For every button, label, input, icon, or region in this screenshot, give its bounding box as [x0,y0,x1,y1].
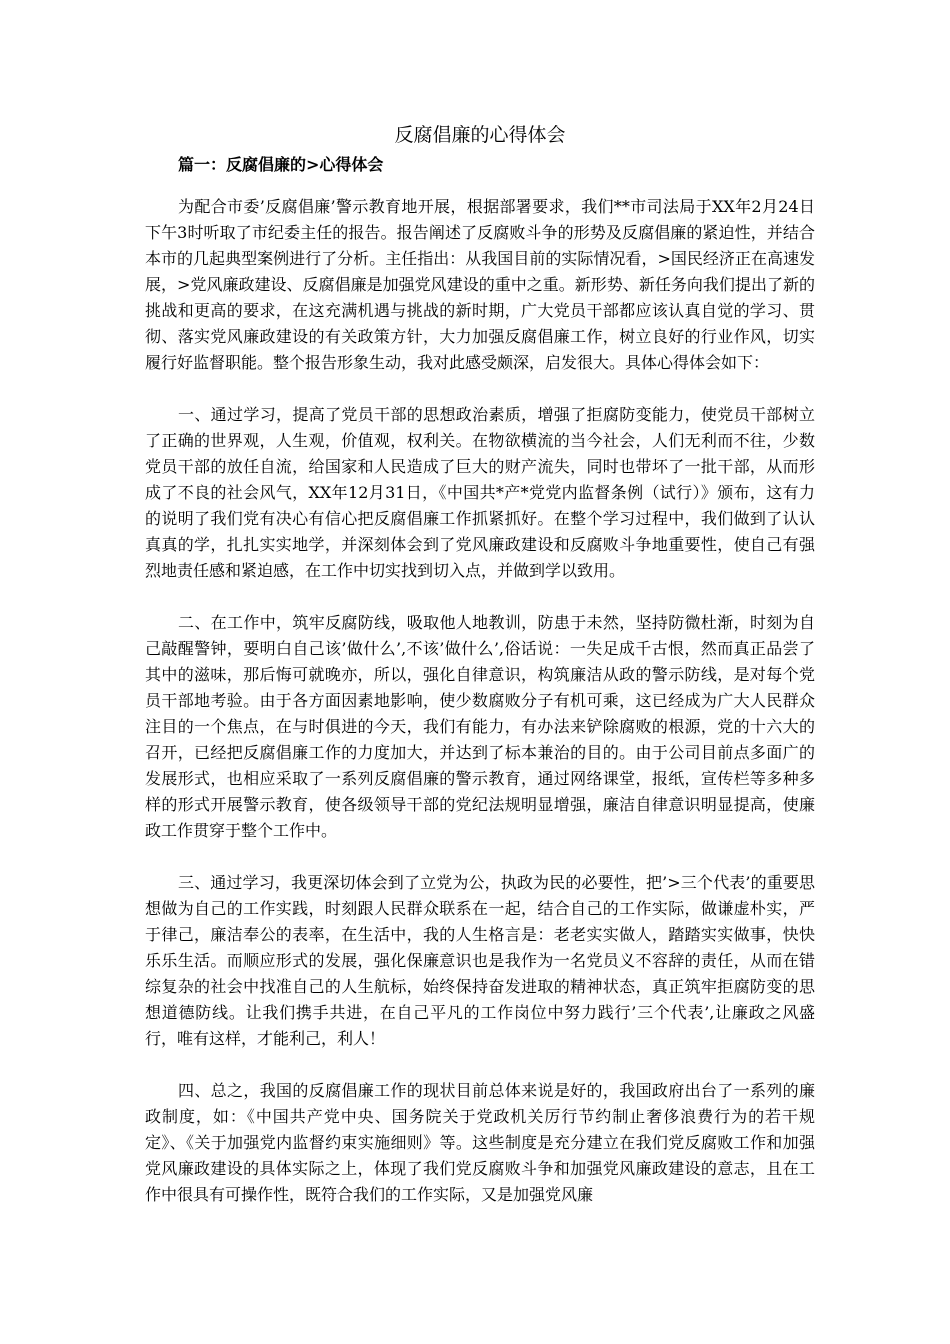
paragraph-spacer [145,376,815,402]
paragraph-point-4: 四、总之，我国的反腐倡廉工作的现状目前总体来说是好的，我国政府出台了一系列的廉政制度，如：《中国共产党中央、国务院关于党政机关厉行节约制止奢侈浪费行为的若干规定》、《关于加强党内监督约束实施细则》等。这些制度是充分建立在我们党反腐败工作和加强党风廉政建设的具体实际之上，体现了我们党反腐败斗争和加强党风廉政建设的意志，且在工作中很具有可操作性，既符合我们的工作实际，又是加强党风廉 [145,1081,815,1204]
paragraph-spacer [145,584,815,610]
document-page [145,118,815,1208]
paragraph-point-1: 一、通过学习，提高了党员干部的思想政治素质，增强了拒腐防变能力，使党员干部树立了正确的世界观，人生观，价值观，权利关。在物欲横流的当今社会，人们无利而不往，少数党员干部的放任自流，给国家和人民造成了巨大的财产流失，同时也带坏了一批干部，从而形成了不良的社会风气，XX年12月31日，《中国共*产*党党内监督条例（试行）》颁布，这有力的说明了我们党有决心有信心把反腐倡廉工作抓紧抓好。在整个学习过程中，我们做到了认认真真的学，扎扎实实地学，并深刻体会到了党风廉政建设和反腐败斗争地重要性，使自己有强烈地责任感和紧迫感，在工作中切实找到切入点，并做到学以致用。 [145,405,815,580]
paragraph-spacer [145,844,815,870]
paragraph-point-3: 三、通过学习，我更深切体会到了立党为公，执政为民的必要性，把’>三个代表’的重要思想做为自己的工作实践，时刻跟人民群众联系在一起，结合自己的工作实际，做谦虚朴实，严于律己，廉洁奉公的表率，在生活中，我的人生格言是：老老实实做人，踏踏实实做事，快快乐乐生活。而顺应形式的发展，强化保廉意识也是我作为一名党员义不容辞的责任，从而在错综复杂的社会中找准自己的人生航标，始终保持奋发进取的精神状态，真正筑牢拒腐防变的思想道德防线。让我们携手共进，在自己平凡的工作岗位中努力践行’三个代表’,让廉政之风盛行，唯有这样，才能利己，利人！ [145,873,815,1048]
document-title: 反腐倡廉的心得体会 [394,124,566,146]
paragraph-spacer [145,1052,815,1078]
paragraph-point-2: 二、在工作中，筑牢反腐防线，吸取他人地教训，防患于未然，坚持防微杜渐，时刻为自己敲醒警钟，要明白自己该’做什么’,不该’做什么’,俗话说：一失足成千古恨，然而真正品尝了其中的滋味，那后悔可就晚亦，所以，强化自律意识，构筑廉洁从政的警示防线，是对每个党员干部地考验。由于各方面因素地影响，使少数腐败分子有机可乘，这已经成为广大人民群众注目的一个焦点，在与时俱进的今天，我们有能力，有办法来铲除腐败的根源，党的十六大的召开，已经把反腐倡廉工作的力度加大，并达到了标本兼治的目的。由于公司目前点多面广的发展形式，也相应采取了一系列反腐倡廉的警示教育，通过网络课堂，报纸，宣传栏等多种多样的形式开展警示教育，使各级领导干部的党纪法规明显增强，廉洁自律意识明显提高，使廉政工作贯穿于整个工作中。 [145,613,815,840]
document-subtitle: 篇一：反腐倡廉的>心得体会 [178,155,384,174]
paragraph-intro: 为配合市委’反腐倡廉’警示教育地开展，根据部署要求，我们**市司法局于XX年2月24日下午3时听取了市纪委主任的报告。报告阐述了反腐败斗争的形势及反腐倡廉的紧迫性，并结合本市的几起典型案例进行了分析。主任指出：从我国目前的实际情况看，>国民经济正在高速发展，>党风廉政建设、反腐倡廉是加强党风建设的重中之重。新形势、新任务向我们提出了新的挑战和更高的要求，在这充满机遇与挑战的新时期，广大党员干部都应该认真自觉的学习、贯彻、落实党风廉政建设的有关政策方针，大力加强反腐倡廉工作，树立良好的行业作风，切实履行好监督职能。整个报告形象生动，我对此感受颇深，启发很大。具体心得体会如下： [145,197,815,372]
